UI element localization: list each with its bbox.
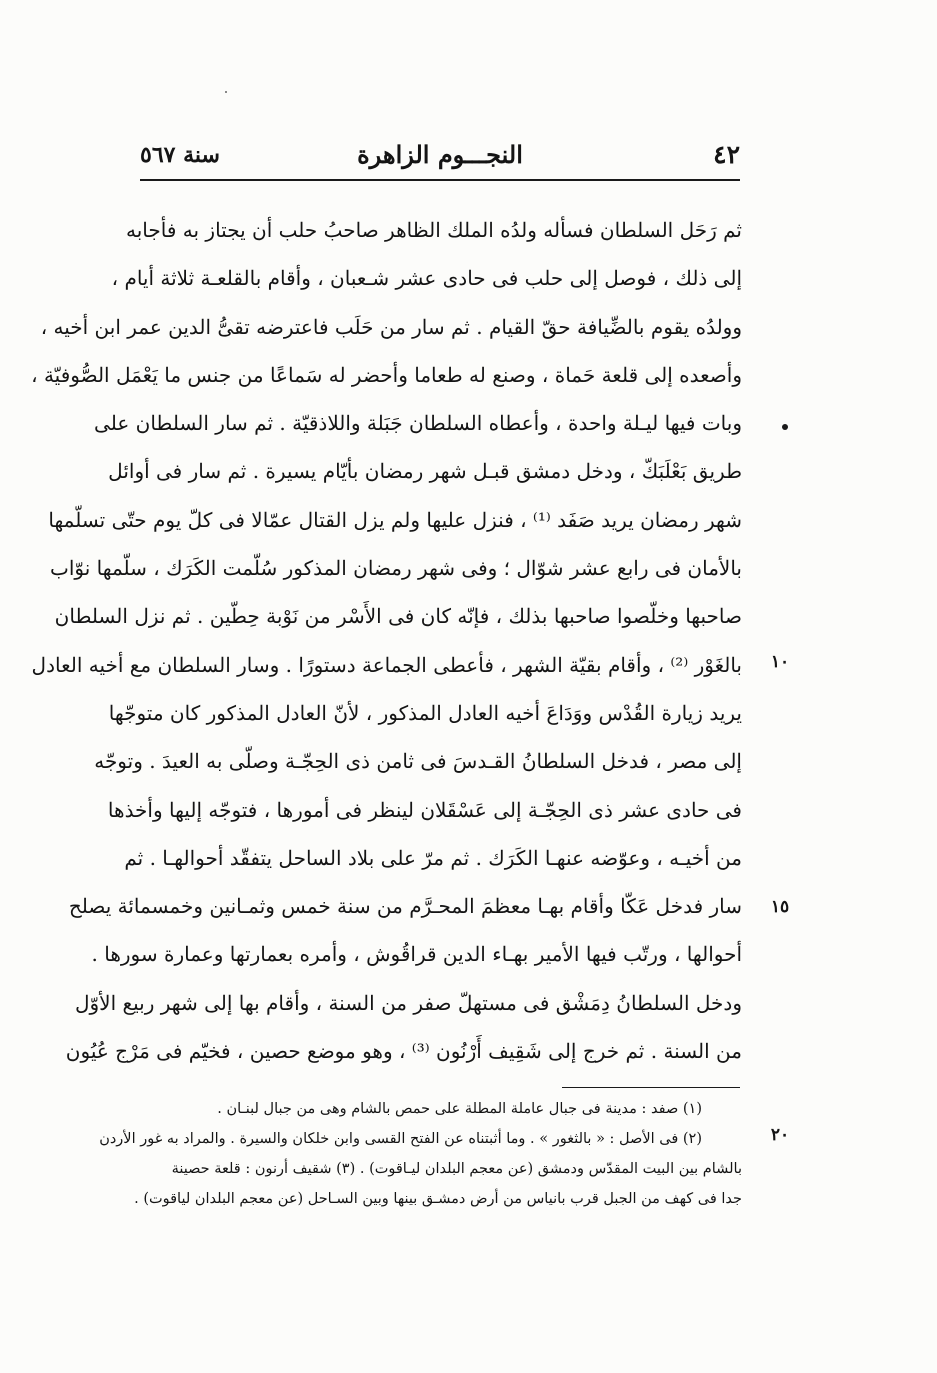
text-line: بالأمان فى رابع عشر شوّال ؛ وفى شهر رمضان المذكور سُلّمت الكَرَك ، سلّمها نوّاب	[50, 556, 742, 581]
margin-line-number-10: ١٠	[770, 652, 790, 672]
text-line: سار فدخل عَكّا وأقام بهـا معظمَ المحـرَّم من سنة خمس وثمـانين وخمسمائة يصلح	[68, 894, 742, 919]
scan-speck	[225, 91, 227, 93]
margin-dot-icon	[782, 424, 788, 430]
header-rule	[140, 179, 740, 181]
margin-line-number-20: ٢٠	[770, 1125, 790, 1145]
text-line: شهر رمضان يريد صَفَد ⁽¹⁾ ، فنزل عليها ولم يزل القتال عمّالا فى كلّ يوم حتّى تسلّمها	[48, 507, 742, 532]
book-title: النجـــوم الزاهرة	[357, 140, 523, 169]
text-line: وبات فيها ليـلة واحدة ، وأعطاه السلطان جَبَلة واللاذقيّة . ثم سار السلطان على	[94, 411, 742, 436]
text-line: أحوالها ، ورتّب فيها الأمير بهـاء الدين قراقُوش ، وأمره بعمارتها وعمارة سورها .	[91, 942, 742, 967]
text-line: إلى ذلك ، فوصل إلى حلب فى حادى عشر شـعبان ، وأقام بالقلعـة ثلاثة أيام ،	[111, 266, 742, 291]
text-line: إلى مصر ، فدخل السلطانُ القـدسَ فى ثامن ذى الحِجّـة وصلّى به العيدَ . وتوجّه	[94, 749, 742, 774]
main-text	[31, 206, 742, 1075]
text-line: من أخيـه ، وعوّضه عنهـا الكَرَك . ثم مرّ على بلاد الساحل يتفقّد أحوالهـا . ثم	[124, 845, 742, 870]
header-year: سنة ٥٦٧	[140, 142, 220, 168]
running-header	[140, 136, 740, 176]
text-line: ثم رَحَل السلطان فسأله ولدُه الملك الظاهر صاحبُ حلب أن يجتاز به فأجابه	[126, 218, 742, 242]
margin-line-numbers	[760, 0, 800, 1373]
margin-line-number-15: ١٥	[770, 897, 790, 917]
text-line: وأصعده إلى قلعة حَماة ، وصنع له طعاما وأحضر له سَماعًا من جنس ما يَعْمَل الصُّوفيّة ،	[31, 362, 742, 387]
footnote-2: (٢) فى الأصل : « بالثغور » . وما أثبتناه عن الفتح القسى وابن خلكان والسيرة . والمراد به غور الأردن	[99, 1131, 702, 1147]
text-line: بالغَوْر ⁽²⁾ ، وأقام بقيّة الشهر ، فأعطى الجماعة دستورًا . وسار السلطان مع أخيه العادل	[31, 652, 742, 677]
text-line: فى حادى عشر ذى الحِجّـة إلى عَسْقَلان لينظر فى أمورها ، فتوجّه إليها وأخذها	[107, 797, 742, 822]
text-line: طريق بَعْلَبَكّ ، ودخل دمشق قبـل شهر رمضان بأيّام يسيرة . ثم سار فى أوائل	[108, 459, 742, 484]
page-number: ٤٢	[713, 140, 740, 169]
text-line: ودخل السلطانُ دِمَشْق فى مستهلّ صفر من السنة ، وأقام بها إلى شهر ربيع الأوّل	[74, 990, 742, 1015]
footnote-3: جدا فى كهف من الجبل قرب بانياس من أرض دمشـق بينها وبين السـاحل (عن معجم البلدان لياقوت) .	[134, 1191, 742, 1207]
text-line: صاحبها وخلّصوا صاحبها بذلك ، فإنّه كان فى الأَسْر من نَوْبة حِطّين . ثم نزل السلطان	[54, 604, 742, 629]
footnote-continuation: بالشام بين البيت المقدّس ودمشق (عن معجم البلدان ليـاقوت) . (٣) شقيف أرنون : قلعة حصينة	[171, 1161, 742, 1177]
text-line: من السنة . ثم خرج إلى شَقِيف أَرْنُون ⁽³⁾ ، وهو موضع حصين ، فخيّم فى مَرْج عُيُون	[65, 1039, 742, 1064]
footnote-rule	[562, 1087, 740, 1088]
text-line: وولدُه يقوم بالضِّيافة حقّ القيام . ثم سار من حَلَب فاعترضه تقىُّ الدين عمر ابن أخيه ،	[40, 314, 742, 339]
text-line: يريد زيارة القُدْس ووَدَاعَ أخيه العادل المذكور ، لأنّ العادل المذكور كان متوجّها	[108, 700, 742, 725]
footnote-1: (١) صفد : مدينة فى جبال عاملة المطلة على حمص بالشام وهى من جبال لبنـان .	[217, 1101, 702, 1117]
footnotes	[99, 1094, 742, 1214]
